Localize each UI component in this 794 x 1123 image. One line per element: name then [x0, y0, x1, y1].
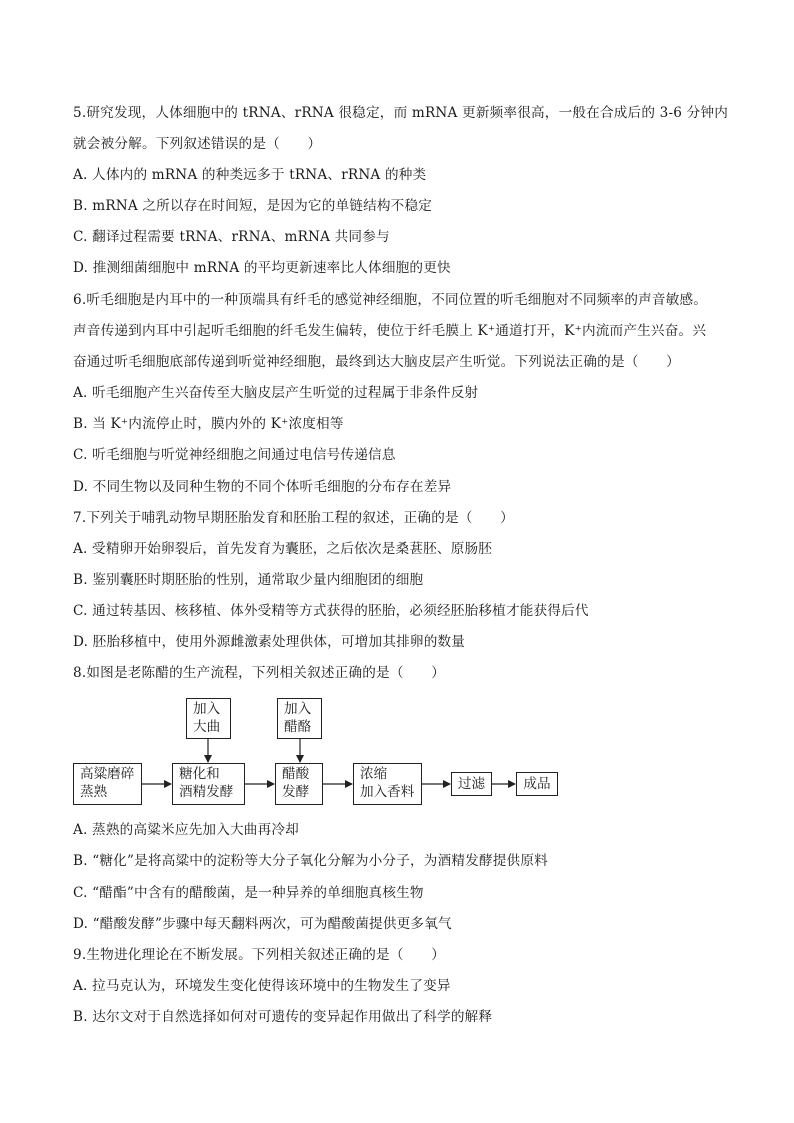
box-step-5	[451, 772, 492, 796]
box-step-4-line-1: 浓缩	[360, 766, 388, 782]
q5-option-b: B. mRNA 之所以存在时间短，是因为它的单链结构不稳定	[73, 198, 433, 214]
box-step-6-line-1: 成品	[523, 776, 551, 792]
box-step-3	[275, 763, 323, 805]
q6-option-a: A. 听毛细胞产生兴奋传至大脑皮层产生听觉的过程属于非条件反射	[73, 385, 479, 401]
box-step-6	[516, 772, 558, 796]
q9-option-b: B. 达尔文对于自然选择如何对可遗传的变异起作用做出了科学的解释	[73, 1009, 493, 1025]
box-add-cupei-line-2: 醋酪	[284, 719, 312, 735]
q5-option-d: D. 推测细菌细胞中 mRNA 的平均更新速率比人体细胞的更快	[73, 260, 451, 276]
box-step-2	[172, 763, 245, 805]
q5-stem-line-2: 就会被分解。下列叙述错误的是（ ）	[73, 136, 322, 152]
box-step-1-line-2: 蒸熟	[80, 784, 108, 800]
box-step-3-line-2: 发酵	[282, 784, 310, 800]
box-add-daqu-line-2: 大曲	[193, 719, 221, 735]
box-step-5-line-1: 过滤	[457, 776, 486, 792]
q8-option-c: C. “醋酯”中含有的醋酸菌，是一种异养的单细胞真核生物	[73, 885, 424, 901]
q5-stem-line-1: 5.研究发现，人体细胞中的 tRNA、rRNA 很稳定，而 mRNA 更新频率很高，一般在合成后的 3-6 分钟内	[73, 105, 729, 121]
q7-stem-line-1: 7.下列关于哺乳动物早期胚胎发育和胚胎工程的叙述，正确的是（ ）	[73, 510, 514, 526]
box-add-cupei	[277, 698, 322, 739]
box-step-1-line-1: 高粱磨碎	[80, 766, 135, 782]
q8-option-a: A. 蒸熟的高粱米应先加入大曲再冷却	[73, 822, 299, 838]
q6-stem-line-1: 6.听毛细胞是内耳中的一种顶端具有纤毛的感觉神经细胞，不同位置的听毛细胞对不同频率的声音敏感。	[73, 292, 708, 308]
q6-option-c: C. 听毛细胞与听觉神经细胞之间通过电信号传递信息	[73, 447, 396, 463]
q5-option-a: A. 人体内的 mRNA 的种类远多于 tRNA、rRNA 的种类	[73, 167, 427, 183]
box-step-1	[73, 763, 142, 805]
q6-stem-line-3: 奋通过听毛细胞底部传递到听觉神经细胞，最终到达大脑皮层产生听觉。下列说法正确的是（ ）	[73, 354, 680, 370]
q6-stem-line-2: 声音传递到内耳中引起听毛细胞的纤毛发生偏转，使位于纤毛膜上 K⁺通道打开，K⁺内流而产生兴奋。兴	[73, 323, 707, 339]
q9-stem-line-1: 9.生物进化理论在不断发展。下列相关叙述正确的是（ ）	[73, 947, 446, 963]
box-add-daqu	[186, 698, 231, 739]
q5-option-c: C. 翻译过程需要 tRNA、rRNA、mRNA 共同参与	[73, 229, 390, 245]
q7-option-c: C. 通过转基因、核移植、体外受精等方式获得的胚胎，必须经胚胎移植才能获得后代	[73, 603, 589, 619]
box-step-4	[353, 763, 422, 805]
box-add-cupei-line-1: 加入	[284, 701, 312, 717]
box-step-2-line-2: 酒精发酵	[179, 784, 234, 800]
box-step-2-line-1: 糖化和	[179, 766, 220, 782]
q9-option-a: A. 拉马克认为，环境发生变化使得该环境中的生物发生了变异	[73, 978, 451, 994]
box-step-4-line-2: 加入香料	[360, 784, 415, 800]
q8-option-d: D. “醋酸发酵”步骤中每天翻料两次，可为醋酸菌提供更多氧气	[73, 916, 452, 932]
box-add-daqu-line-1: 加入	[193, 701, 221, 717]
q6-option-b: B. 当 K⁺内流停止时，膜内外的 K⁺浓度相等	[73, 416, 344, 432]
q8-stem-line-1: 8.如图是老陈醋的生产流程，下列相关叙述正确的是（ ）	[73, 665, 446, 681]
q6-option-d: D. 不同生物以及同种生物的不同个体听毛细胞的分布存在差异	[73, 479, 452, 495]
q8-option-b: B. “糖化”是将高粱中的淀粉等大分子氧化分解为小分子，为酒精发酵提供原料	[73, 853, 548, 869]
box-step-3-line-1: 醋酸	[282, 766, 310, 782]
q7-option-d: D. 胚胎移植中，使用外源雌激素处理供体，可增加其排卵的数量	[73, 634, 466, 650]
q7-option-a: A. 受精卵开始卵裂后，首先发育为囊胚，之后依次是桑葚胚、原肠胚	[73, 541, 493, 557]
q7-option-b: B. 鉴别囊胚时期胚胎的性别，通常取少量内细胞团的细胞	[73, 572, 424, 588]
